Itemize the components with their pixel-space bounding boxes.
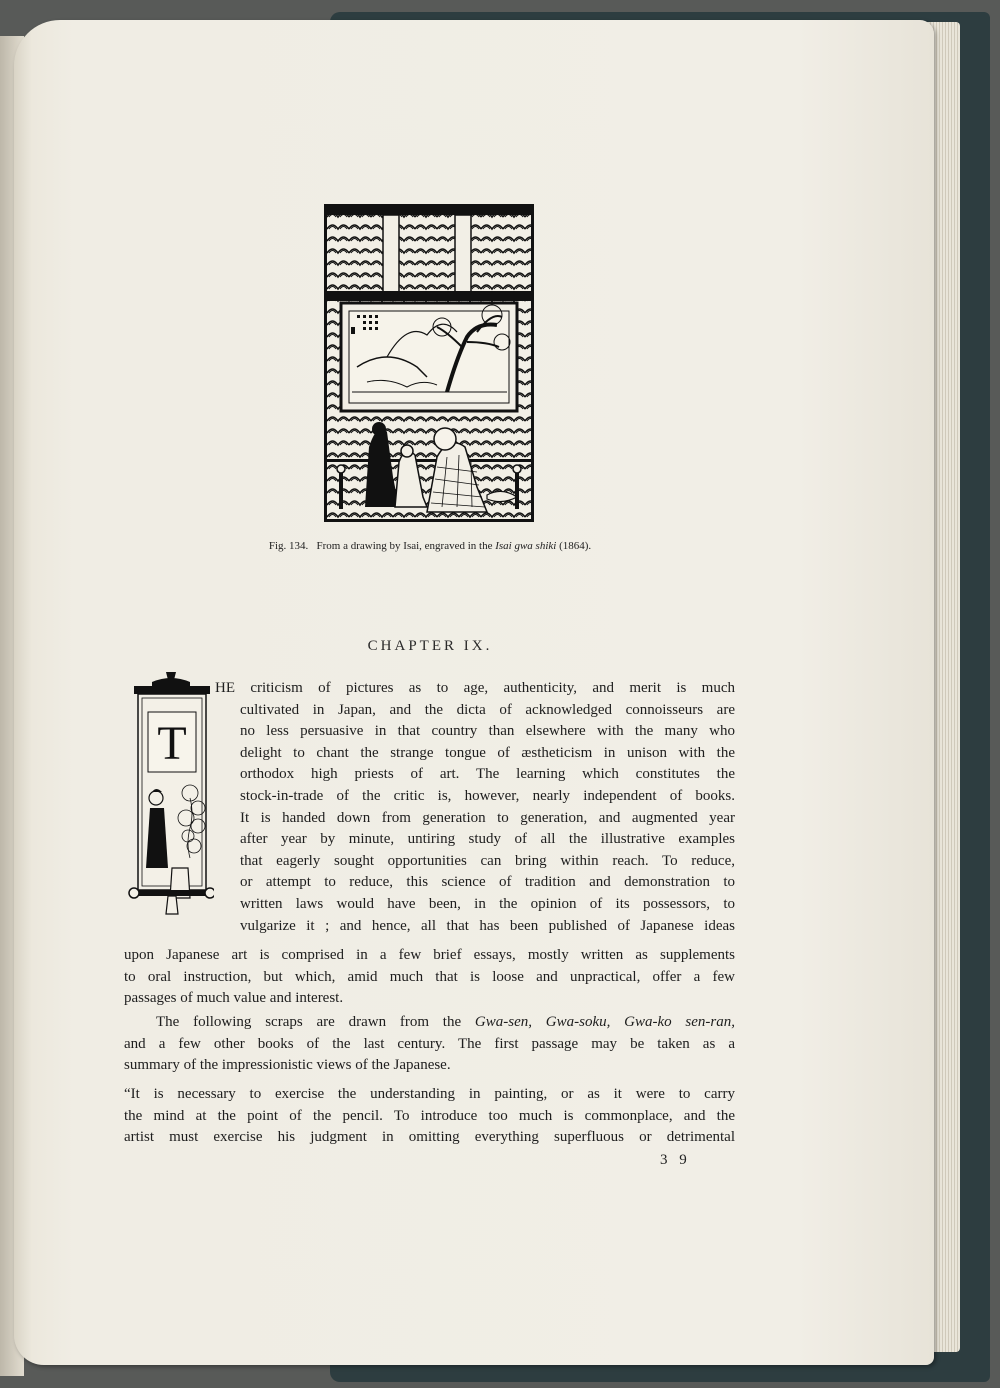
chapter-heading: CHAPTER IX. [367,638,493,654]
text-line: the mind at the point of the pencil. To introduce too much is commonplace, and the [124,1107,735,1124]
text-line: summary of the impressionistic views of the Japanese. [124,1057,451,1074]
caption-prefix: Fig. 134. [268,540,309,552]
text-line: to oral instruction, but which, amid much that is loose and unpractical, offer a few [124,968,735,985]
text-line: no less persuasive in that country than elsewhere with the many who [240,723,735,740]
text-line: passages of much value and interest. [124,990,344,1007]
drop-cap-initial [128,668,214,930]
text-line: and a few other books of the last century. The first passage may be taken as a [124,1035,735,1052]
paragraph-1-head [215,678,735,700]
text-line: upon Japanese art is comprised in a few brief essays, mostly written as supplements [124,947,735,963]
page-signature-mark: 3 9 [660,1152,691,1168]
text-line: artist must exercise his judgment in omitting everything superfluous or detrimental [124,1129,735,1146]
text-line: It is handed down from generation to generation, and augmented year [240,809,735,826]
figure-illustration [324,204,534,522]
paragraph-1-full [124,945,735,1010]
caption-text: From a drawing by Isai, engraved in the [316,540,493,552]
text-span: The following scraps are drawn from the [156,1014,462,1030]
text-line: orthodox high priests of art. The learning which constitutes the [240,766,735,783]
text-line: written laws would have been, in the opinion of its possessors, to [240,895,735,912]
text-line [124,1012,735,1034]
text-line: vulgarize it ; and hence, all that has been published of Japanese ideas [240,917,735,934]
woodblock-scene-illustration [327,207,531,519]
caption-year: (1864). [559,540,592,552]
paragraph-3 [124,1084,735,1149]
text-line: that eagerly sought opportunities can bring within reach. To reduce, [240,852,735,869]
paragraph-2 [124,1012,735,1077]
drop-cap-letter: T [157,717,187,770]
text-line: stock-in-trade of the critic is, however, nearly independent of books. [240,787,735,804]
text-line: HE criticism of pictures as to age, authenticity, and merit is much [215,680,735,696]
text-line: cultivated in Japan, and the dicta of acknowledged connoisseurs are [240,701,735,718]
text-line: or attempt to reduce, this science of tradition and demonstration to [240,874,735,891]
text-line: “It is necessary to exercise the understanding in painting, or as it were to carry [124,1086,735,1102]
book-titles: Gwa-sen, Gwa-soku, Gwa-ko sen-ran, [474,1014,735,1030]
figure-caption [150,540,710,552]
caption-book-title: Isai gwa shiki [495,540,557,552]
scroll-ornament-icon [128,668,214,930]
text-line: after year by minute, untiring study of all the illustrative examples [240,831,735,848]
text-line: delight to chant the strange tongue of æstheticism in unison with the [240,744,735,761]
paragraph-1-indented [240,700,735,938]
